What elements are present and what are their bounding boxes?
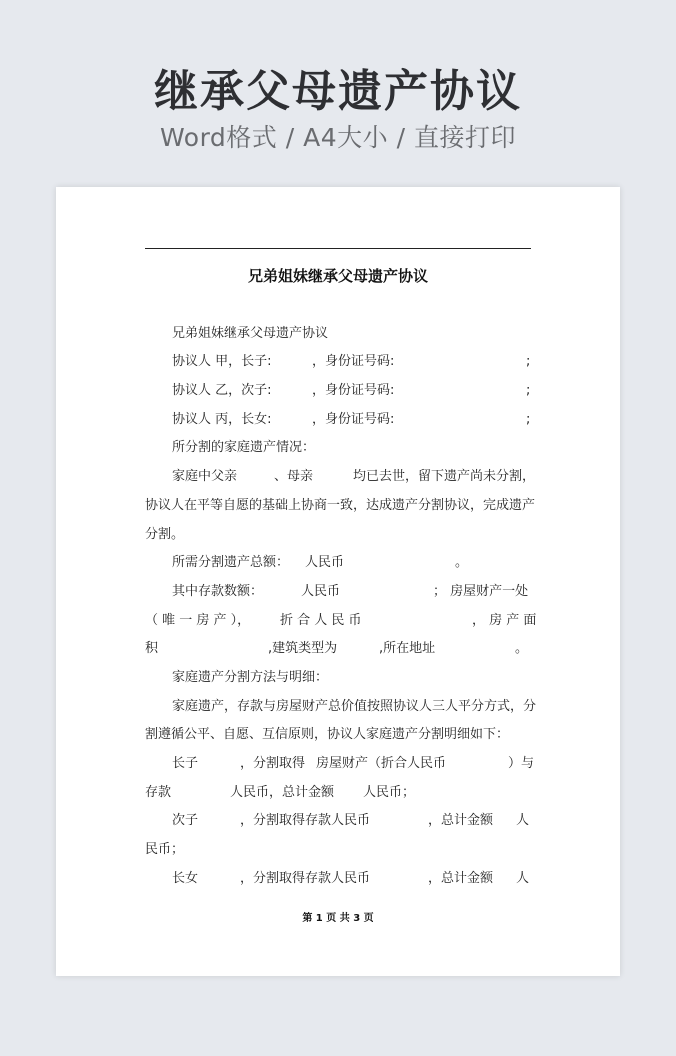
estate-p1-c: 均已去世，留下遗产尚未分割， [353,469,536,484]
estate-p1-line3: 分割。 [145,527,185,542]
deposit-c: ； 房屋财产一处 [433,584,529,599]
eldest-son-c: 房屋财产（折合人民币 [316,756,447,771]
area-d: 。 [515,641,529,656]
total-b: 人民币 [305,555,345,570]
deposit-a: 其中存款数额： [172,584,264,599]
second-son2: 民币； [145,842,185,857]
party-a-label: 协议人 甲，长子: [172,354,272,369]
second-son-a: 次子 [172,813,199,828]
estate-p1-b: 、母亲 [274,469,314,484]
house-a: （ 唯 一 房 产 ）， [145,613,251,628]
eldest-daughter-d: 人 [516,871,530,886]
eldest-son2-a: 存款 [145,785,172,800]
method-line1: 家庭遗产，存款与房屋财产总价值按照协议人三人平分方式，分 [172,699,537,714]
party-b-end: ; [526,383,531,398]
second-son-b: ，分割取得存款人民币 [240,813,371,828]
estate-heading: 所分割的家庭遗产情况： [172,440,316,455]
eldest-son2-c: 人民币； [363,785,416,800]
method-heading: 家庭遗产分割方法与明细： [172,670,329,685]
header-rule [145,248,531,249]
estate-p1-a: 家庭中父亲 [172,469,238,484]
eldest-son2-b: 人民币，总计金额 [230,785,335,800]
document-title: 兄弟姐妹继承父母遗产协议 [247,267,428,285]
party-c-label: 协议人 丙，长女: [172,412,272,427]
area-b: ,建筑类型为 [268,641,338,656]
total-c: 。 [455,555,469,570]
house-c: ， 房 产 面 [472,613,537,628]
total-a: 所需分割遗产总额： [172,555,290,570]
banner-title: 继承父母遗产协议 [154,66,522,117]
area-c: ,所在地址 [379,641,436,656]
second-son-c: ，总计金额 [428,813,494,828]
eldest-son-d: ）与 [508,756,535,771]
eldest-son-a: 长子 [172,756,199,771]
estate-p1-line2: 协议人在平等自愿的基础上协商一致，达成遗产分割协议，完成遗产 [145,498,536,513]
party-c-end: ; [526,412,531,427]
party-c-id-label: ，身份证号码: [312,412,395,427]
deposit-b: 人民币 [301,584,341,599]
area-a: 积 [145,641,159,656]
eldest-son-b: ，分割取得 [240,756,306,771]
party-b-id-label: ，身份证号码: [312,383,395,398]
second-son-d: 人 [516,813,530,828]
method-line2: 割遵循公平、自愿、互信原则，协议人家庭遗产分割明细如下： [145,727,510,742]
party-b-label: 协议人 乙，次子: [172,383,272,398]
party-a-id-label: ，身份证号码: [312,354,395,369]
house-b: 折 合 人 民 币 [280,613,362,628]
document-page [56,187,620,976]
eldest-daughter-b: ，分割取得存款人民币 [240,871,371,886]
eldest-daughter-c: ，总计金额 [428,871,494,886]
eldest-daughter-a: 长女 [172,871,199,886]
banner-subtitle: Word格式 / A4大小 / 直接打印 [160,123,516,152]
page-footer: 第 1 页 共 3 页 [302,913,374,924]
party-a-end: ; [526,354,531,369]
document-heading: 兄弟姐妹继承父母遗产协议 [172,326,329,341]
